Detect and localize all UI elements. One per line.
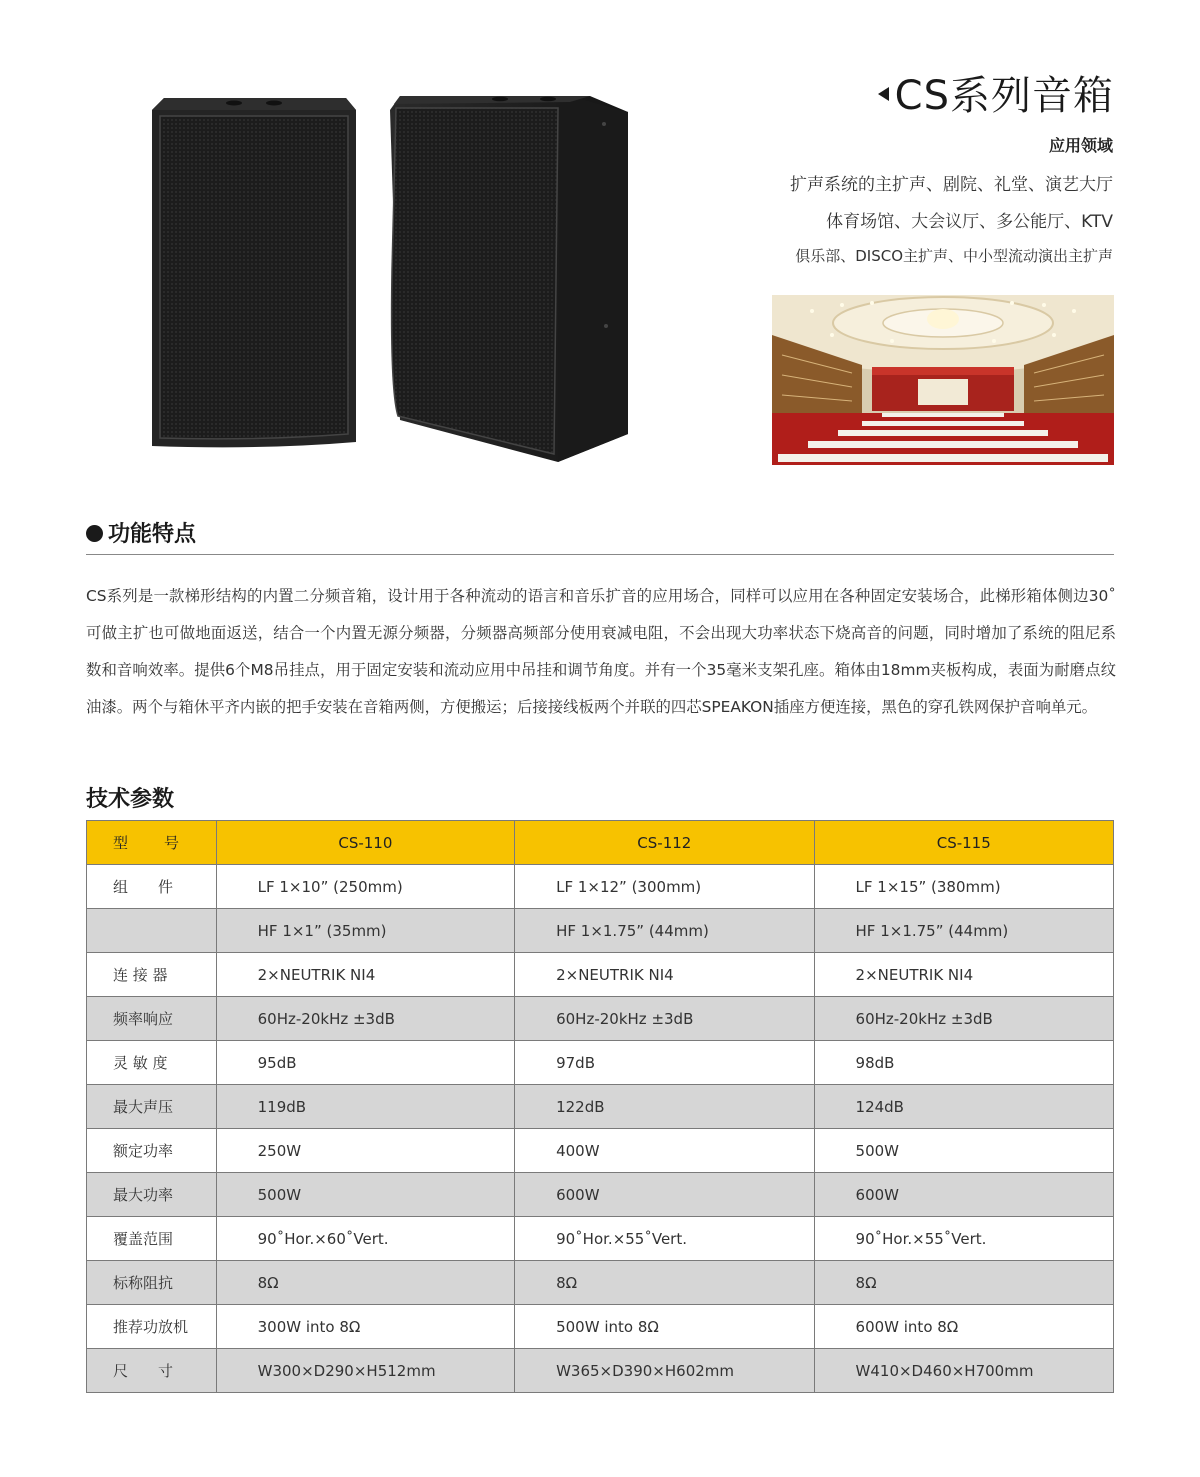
cell-value: HF 1×1.75” (44mm) (814, 909, 1113, 953)
application-line: 俱乐部、DISCO主扩声、中小型流动演出主扩声 (795, 247, 1113, 265)
cell-value: 124dB (814, 1085, 1113, 1129)
row-label: 灵 敏 度 (87, 1041, 217, 1085)
cell-value: 500W into 8Ω (515, 1305, 814, 1349)
cell-value: 98dB (814, 1041, 1113, 1085)
cell-value: 600W (515, 1173, 814, 1217)
row-label: 推荐功放机 (87, 1305, 217, 1349)
row-label: 覆盖范围 (87, 1217, 217, 1261)
table-row (87, 1129, 1114, 1173)
table-row (87, 909, 1114, 953)
table-row (87, 1085, 1114, 1129)
series-title (878, 64, 1114, 121)
cell-value: 90˚Hor.×55˚Vert. (814, 1217, 1113, 1261)
row-label: 尺 寸 (87, 1349, 217, 1393)
cell-value: 90˚Hor.×60˚Vert. (216, 1217, 514, 1261)
table-row (87, 865, 1114, 909)
bullet-icon (86, 525, 103, 542)
triangle-icon (878, 87, 889, 101)
row-label: 频率响应 (87, 997, 217, 1041)
header-model: CS-112 (515, 821, 814, 865)
speaker-front-view (152, 98, 356, 447)
cell-value: HF 1×1” (35mm) (216, 909, 514, 953)
cell-value: 2×NEUTRIK NI4 (216, 953, 514, 997)
cell-value: W300×D290×H512mm (216, 1349, 514, 1393)
table-row (87, 1349, 1114, 1393)
features-heading (86, 517, 196, 548)
table-row (87, 1041, 1114, 1085)
cell-value: 97dB (515, 1041, 814, 1085)
table-row (87, 953, 1114, 997)
cell-value: 250W (216, 1129, 514, 1173)
table-row (87, 997, 1114, 1041)
cell-value: HF 1×1.75” (44mm) (515, 909, 814, 953)
row-label: 最大功率 (87, 1173, 217, 1217)
cell-value: W365×D390×H602mm (515, 1349, 814, 1393)
cell-value: 400W (515, 1129, 814, 1173)
cell-value: 8Ω (814, 1261, 1113, 1305)
specs-table (86, 820, 1114, 1393)
table-row (87, 1305, 1114, 1349)
speakers-product-image (150, 90, 640, 470)
table-row (87, 1173, 1114, 1217)
row-label (87, 909, 217, 953)
cell-value: LF 1×10” (250mm) (216, 865, 514, 909)
cell-value: 600W into 8Ω (814, 1305, 1113, 1349)
cell-value: 90˚Hor.×55˚Vert. (515, 1217, 814, 1261)
application-heading: 应用领域 (1048, 136, 1113, 155)
specs-heading: 技术参数 (86, 787, 175, 812)
cell-value: 8Ω (216, 1261, 514, 1305)
table-row (87, 1261, 1114, 1305)
cell-value: LF 1×12” (300mm) (515, 865, 814, 909)
cell-value: 600W (814, 1173, 1113, 1217)
row-label: 额定功率 (87, 1129, 217, 1173)
divider (86, 554, 1114, 555)
cell-value: 60Hz-20kHz ±3dB (814, 997, 1113, 1041)
application-line: 体育场馆、大会议厅、多公能厅、KTV (826, 212, 1113, 232)
row-label: 标称阻抗 (87, 1261, 217, 1305)
cell-value: LF 1×15” (380mm) (814, 865, 1113, 909)
cell-value: 122dB (515, 1085, 814, 1129)
cell-value: W410×D460×H700mm (814, 1349, 1113, 1393)
auditorium-photo (772, 295, 1114, 465)
cell-value: 300W into 8Ω (216, 1305, 514, 1349)
series-title-text: CS系列音箱 (894, 73, 1114, 119)
cell-value: 60Hz-20kHz ±3dB (216, 997, 514, 1041)
row-label: 连 接 器 (87, 953, 217, 997)
cell-value: 500W (814, 1129, 1113, 1173)
application-line: 扩声系统的主扩声、剧院、礼堂、演艺大厅 (790, 175, 1113, 195)
cell-value: 500W (216, 1173, 514, 1217)
cell-value: 119dB (216, 1085, 514, 1129)
features-heading-text: 功能特点 (108, 522, 197, 547)
cell-value: 95dB (216, 1041, 514, 1085)
row-label: 组 件 (87, 865, 217, 909)
cell-value: 2×NEUTRIK NI4 (515, 953, 814, 997)
table-row (87, 1217, 1114, 1261)
row-label: 最大声压 (87, 1085, 217, 1129)
cell-value: 60Hz-20kHz ±3dB (515, 997, 814, 1041)
cell-value: 2×NEUTRIK NI4 (814, 953, 1113, 997)
speaker-angled-view (390, 96, 628, 462)
header-model: CS-115 (814, 821, 1113, 865)
features-description: CS系列是一款梯形结构的内置二分频音箱，设计用于各种流动的语言和音乐扩音的应用场合，同样可以应用在各种固定安装场合，此梯形箱体侧边30˚可做主扩也可做地面返送，结合一个内置无源分频器，分频器高频部分使用衰减电阻，不会出现大功率状态下烧高音的问题，同时增加了系统的阻尼系数和音响效率。提供6个M8吊挂点，用于固定安装和流动应用中吊挂和调节角度。并有一个35毫米支架孔座。箱体由18mm夹板构成，表面为耐磨点纹油漆。两个与箱休平齐内嵌的把手安装在音箱两侧，方便搬运；后接接线板两个并联的四芯SPEAKON插座方便连接，黑色的穿孔铁网保护音响单元。 (86, 587, 1116, 716)
cell-value: 8Ω (515, 1261, 814, 1305)
table-header-row (87, 821, 1114, 865)
header-model-label: 型 号 (87, 821, 217, 865)
header-model: CS-110 (216, 821, 514, 865)
